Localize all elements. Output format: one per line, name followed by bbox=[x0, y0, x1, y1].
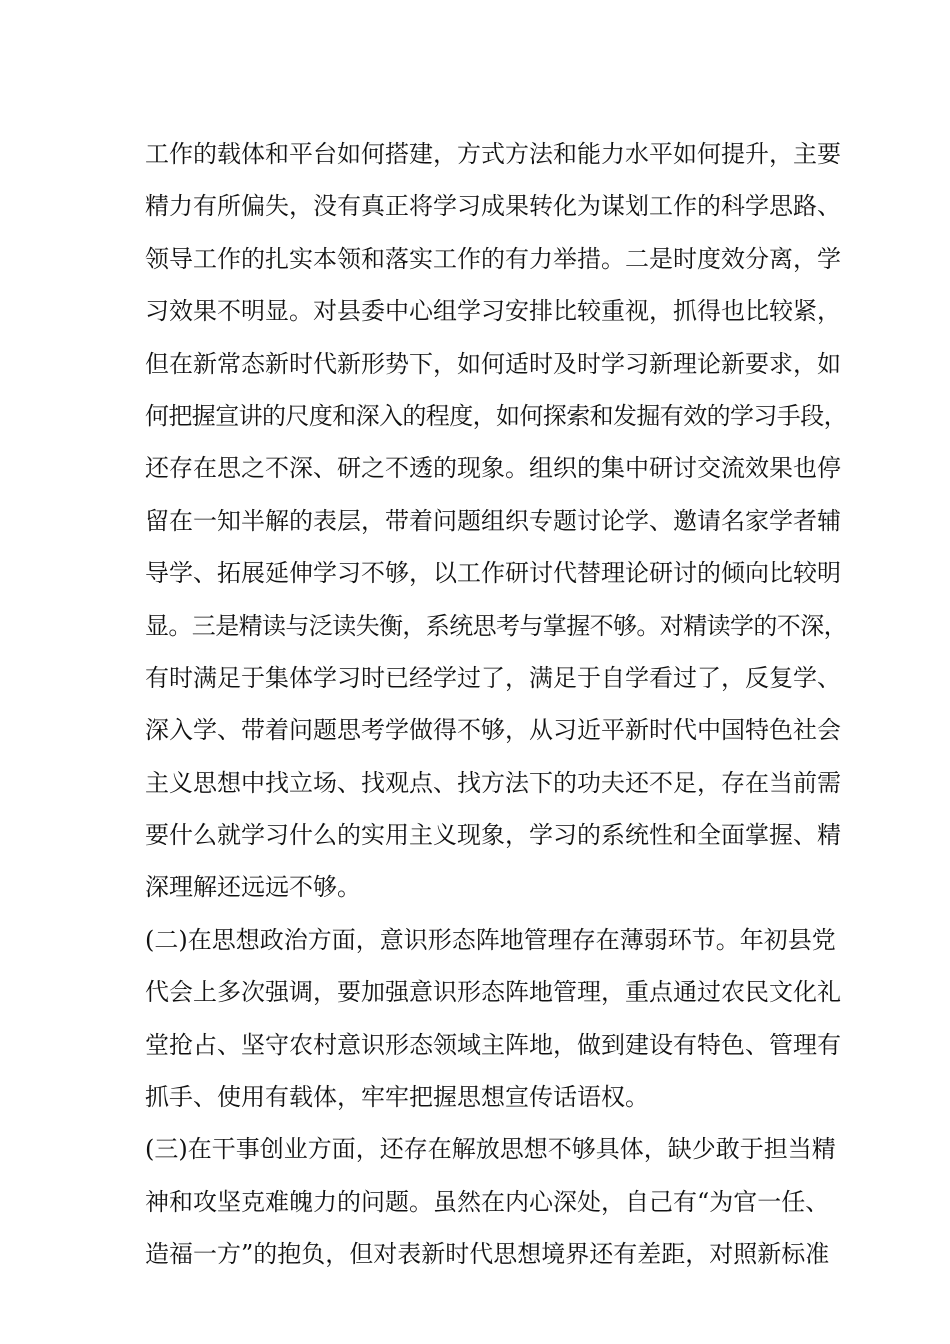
text-line: (二)在思想政治方面，意识形态阵地管理存在薄弱环节。年初县党 bbox=[145, 925, 836, 954]
text-line: 主义思想中找立场、找观点、找方法下的功夫还不足，存在当前需 bbox=[145, 768, 841, 797]
text-line: 习效果不明显。对县委中心组学习安排比较重视，抓得也比较紧， bbox=[145, 297, 841, 326]
text-line: 但在新常态新时代新形势下，如何适时及时学习新理论新要求，如 bbox=[145, 349, 841, 378]
text-line: 堂抢占、坚守农村意识形态领域主阵地，做到建设有特色、管理有 bbox=[145, 1030, 841, 1059]
text-line: 何把握宣讲的尺度和深入的程度，如何探索和发掘有效的学习手段， bbox=[145, 401, 847, 430]
text-line: 深理解还远远不够。 bbox=[145, 873, 361, 902]
text-line: 造福一方”的抱负，但对表新时代思想境界还有差距，对照新标准 bbox=[145, 1240, 830, 1269]
paragraph-3 bbox=[145, 1123, 836, 1280]
text-line: 工作的载体和平台如何搭建，方式方法和能力水平如何提升，主要 bbox=[145, 140, 841, 168]
text-line: 深入学、带着问题思考学做得不够，从习近平新时代中国特色社会 bbox=[145, 716, 841, 745]
paragraph-1 bbox=[145, 128, 847, 914]
paragraph-2 bbox=[145, 914, 841, 1124]
text-line: 显。三是精读与泛读失衡，系统思考与掌握不够。对精读学的不深， bbox=[145, 611, 847, 640]
text-line: 代会上多次强调，要加强意识形态阵地管理，重点通过农民文化礼 bbox=[145, 978, 841, 1007]
text-line: 领导工作的扎实本领和落实工作的有力举措。二是时度效分离，学 bbox=[145, 244, 841, 273]
text-line: 留在一知半解的表层，带着问题组织专题讨论学、邀请名家学者辅 bbox=[145, 506, 841, 535]
text-line: 抓手、使用有载体，牢牢把握思想宣传话语权。 bbox=[145, 1083, 649, 1112]
text-line: (三)在干事创业方面，还存在解放思想不够具体，缺少敢于担当精 bbox=[145, 1135, 836, 1164]
document-body bbox=[145, 128, 847, 1281]
text-line: 导学、拓展延伸学习不够，以工作研讨代替理论研讨的倾向比较明 bbox=[145, 559, 841, 588]
text-line: 神和攻坚克难魄力的问题。虽然在内心深处，自己有“为官一任、 bbox=[145, 1187, 830, 1216]
text-line: 精力有所偏失，没有真正将学习成果转化为谋划工作的科学思路、 bbox=[145, 192, 841, 221]
text-line: 要什么就学习什么的实用主义现象，学习的系统性和全面掌握、精 bbox=[145, 821, 841, 850]
text-line: 有时满足于集体学习时已经学过了，满足于自学看过了，反复学、 bbox=[145, 663, 841, 692]
text-line: 还存在思之不深、研之不透的现象。组织的集中研讨交流效果也停 bbox=[145, 454, 841, 483]
